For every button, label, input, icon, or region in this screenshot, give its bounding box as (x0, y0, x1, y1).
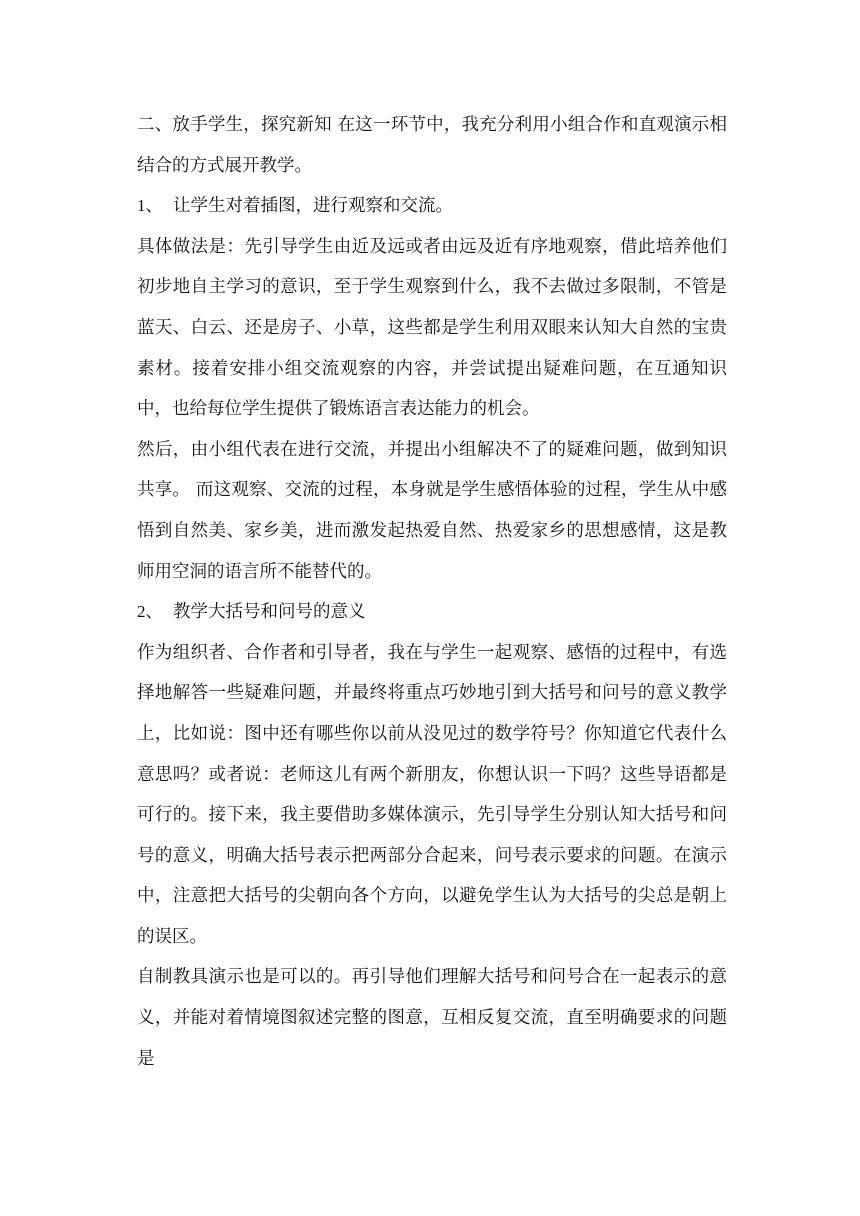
paragraph-method: 具体做法是：先引导学生由近及远或者由远及近有序地观察，借此培养他们初步地自主学习的意识，至于学生观察到什么，我不去做过多限制，不管是蓝天、白云、还是房子、小草，这些都是学生利用双眼来认知大自然的宝贵素材。接着安排小组交流观察的内容，并尝试提出疑难问题，在互通知识中，也给每位学生提供了锻炼语言表达能力的机会。 (137, 236, 727, 420)
paragraph-tools: 自制教具演示也是可以的。再引导他们理解大括号和问号合在一起表示的意义，并能对着情境图叙述完整的图意，互相反复交流，直至明确要求的问题是 (137, 967, 727, 1069)
list-item-2 (137, 592, 727, 633)
list-item-1-text: 让学生对着插图，进行观察和交流。 (173, 196, 453, 217)
list-item-1 (137, 186, 727, 227)
list-item-1-number: 1、 (137, 196, 163, 216)
document-body (137, 105, 727, 1079)
paragraph-role: 作为组织者、合作者和引导者，我在与学生一起观察、感悟的过程中，有选择地解答一些疑难问题，并最终将重点巧妙地引到大括号和问号的意义教学上，比如说：图中还有哪些你以前从没见过的数学符号？你知道它代表什么意思吗？或者说：老师这儿有两个新朋友，你想认识一下吗？这些导语都是可行的。接下来，我主要借助多媒体演示，先引导学生分别认知大括号和问号的意义，明确大括号表示把两部分合起来，问号表示要求的问题。在演示中，注意把大括号的尖朝向各个方向，以避免学生认为大括号的尖总是朝上的误区。 (137, 642, 727, 947)
list-item-2-number: 2、 (137, 602, 163, 622)
section-heading: 二、放手学生，探究新知 在这一环节中，我充分利用小组合作和直观演示相结合的方式展开教学。 (137, 115, 727, 176)
list-item-2-text: 教学大括号和问号的意义 (173, 602, 366, 623)
paragraph-then: 然后，由小组代表在进行交流，并提出小组解决不了的疑难问题，做到知识共享。 而这观察、交流的过程，本身就是学生感悟体验的过程，学生从中感悟到自然美、家乡美，进而激发起热爱自然、热爱家乡的思想感情，这是教师用空洞的语言所不能替代的。 (137, 439, 727, 582)
